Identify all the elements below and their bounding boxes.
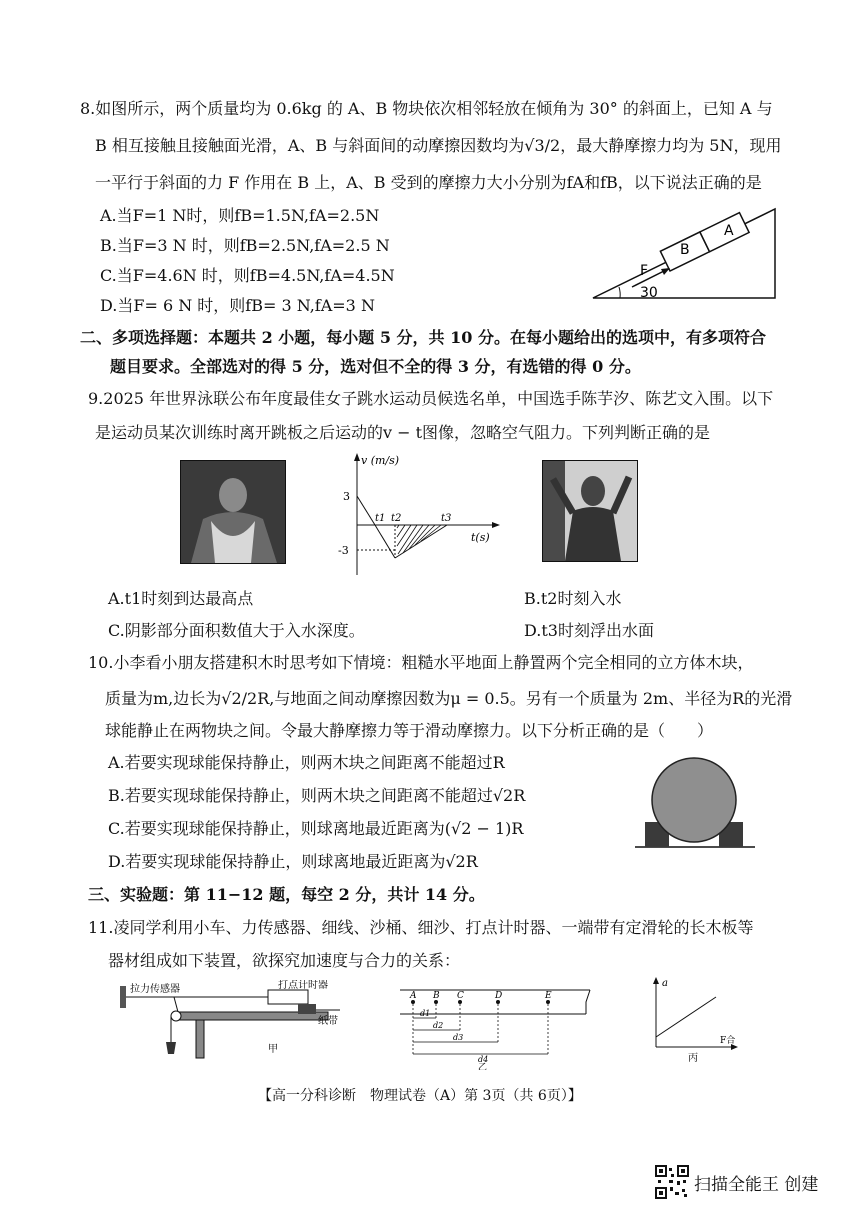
athlete-photo-right-image: [543, 461, 637, 561]
tape-point-c: C: [457, 991, 464, 1001]
tape-point-e: E: [545, 991, 552, 1001]
q8-line2: B 相互接触且接触面光滑，A、B 与斜面间的动摩擦因数均为√3/2，最大静摩擦力均为 5N，现用: [95, 136, 782, 155]
q8-option-c: C.当F=4.6N 时，则fB=4.5N,fA=4.5N: [100, 266, 395, 285]
q11-line1: 11.凌同学利用小车、力传感器、细线、沙桶、细沙、打点计时器、一端带有定滑轮的长木板等: [88, 918, 754, 937]
graph-figure-bing: [648, 975, 740, 1065]
tape-figure-yi: [398, 978, 598, 1070]
y-tick-neg3: -3: [338, 544, 349, 557]
q10-option-b: B.若要实现球能保持静止，则两木块之间距离不能超过√2R: [108, 786, 526, 805]
q8-option-d: D.当F= 6 N 时，则fB= 3 N,fA=3 N: [100, 296, 375, 315]
q9-option-a: A.t1时刻到达最高点: [108, 589, 254, 608]
q10-option-d: D.若要实现球能保持静止，则球离地最近距离为√2R: [108, 852, 478, 871]
q10-line2: 质量为m,边长为√2/2R,与地面之间动摩擦因数为μ = 0.5。另有一个质量为 2m、半径为R的光滑: [105, 689, 793, 708]
section2-line2: 题目要求。全部选对的得 5 分，选对但不全的得 3 分，有选错的得 0 分。: [110, 357, 641, 376]
tape-point-b: B: [433, 991, 440, 1001]
tape-d3: d3: [453, 1033, 464, 1042]
figure-jia-label: 甲: [268, 1044, 278, 1055]
vt-graph: [335, 450, 505, 580]
page-footer: 【高一分科诊断 物理试卷（A）第 3页（共 6页）】: [258, 1088, 582, 1104]
q9-option-d: D.t3时刻浮出水面: [524, 621, 654, 640]
t1-label: t1: [375, 513, 386, 524]
athlete-photo-left: [180, 460, 286, 564]
ball-blocks-figure: [635, 755, 755, 850]
figure-bing-label: 丙: [688, 1053, 698, 1064]
tape-point-d: D: [495, 991, 503, 1001]
q10-option-c: C.若要实现球能保持静止，则球离地最近距离为(√2 − 1)R: [108, 819, 524, 838]
qr-code-icon: [655, 1165, 689, 1199]
force-f-label: F: [640, 263, 649, 279]
y-tick-3: 3: [343, 490, 350, 503]
scanner-watermark: 扫描全能王 创建: [694, 1175, 819, 1195]
apparatus-figure-jia: [118, 980, 348, 1065]
q9-line2: 是运动员某次训练时离开跳板之后运动的v − t图像，忽略空气阻力。下列判断正确的是: [95, 423, 711, 442]
v-axis-label: v (m/s): [361, 454, 400, 467]
tape-d1: d1: [420, 1009, 431, 1018]
q8-line1: 8.如图所示，两个质量均为 0.6kg 的 A、B 物块依次相邻轻放在倾角为 30° 的斜面上，已知 A 与: [80, 99, 773, 118]
tape-d2: d2: [433, 1021, 444, 1030]
q8-option-b: B.当F=3 N 时，则fB=2.5N,fA=2.5 N: [100, 236, 390, 255]
accel-axis-label: a: [662, 978, 668, 989]
net-force-axis-label: F合: [720, 1036, 736, 1046]
athlete-photo-right: [542, 460, 638, 562]
q8-option-a: A.当F=1 N时，则fB=1.5N,fA=2.5N: [100, 206, 380, 225]
tape-d4: d4: [478, 1055, 489, 1064]
tape-label: 纸带: [318, 1016, 338, 1027]
figure-yi-label: 乙: [478, 1063, 488, 1070]
q9-option-b: B.t2时刻入水: [524, 589, 622, 608]
q11-line2: 器材组成如下装置，欲探究加速度与合力的关系：: [108, 951, 461, 970]
angle-label: 30: [640, 285, 658, 301]
q9-option-c: C.阴影部分面积数值大于入水深度。: [108, 621, 365, 640]
block-a-label: A: [724, 223, 734, 239]
timer-label: 打点计时器: [278, 980, 328, 991]
athlete-photo-left-image: [181, 461, 285, 563]
section3-line1: 三、实验题：第 11−12 题，每空 2 分，共计 14 分。: [88, 885, 485, 904]
t2-label: t2: [391, 513, 402, 524]
incline-figure: [590, 205, 790, 305]
q10-line3: 球能静止在两物块之间。令最大静摩擦力等于滑动摩擦力。以下分析正确的是（ ）: [105, 721, 714, 740]
q8-line3: 一平行于斜面的力 F 作用在 B 上，A、B 受到的摩擦力大小分别为fA和fB，以下说法正确的是: [95, 173, 762, 192]
block-b-label: B: [680, 242, 690, 258]
section2-line1: 二、多项选择题：本题共 2 小题，每小题 5 分，共 10 分。在每小题给出的选项中，有多项符合: [80, 328, 766, 347]
t3-label: t3: [441, 513, 452, 524]
q9-line1: 9.2025 年世界泳联公布年度最佳女子跳水运动员候选名单，中国选手陈芋汐、陈艺文入围。以下: [88, 389, 774, 408]
q10-option-a: A.若要实现球能保持静止，则两木块之间距离不能超过R: [108, 753, 505, 772]
force-sensor-label: 拉力传感器: [130, 984, 180, 995]
tape-point-a: A: [410, 991, 417, 1001]
q10-line1: 10.小李看小朋友搭建积木时思考如下情境：粗糙水平地面上静置两个完全相同的立方体木块，: [88, 653, 754, 672]
t-axis-label: t(s): [471, 531, 490, 544]
